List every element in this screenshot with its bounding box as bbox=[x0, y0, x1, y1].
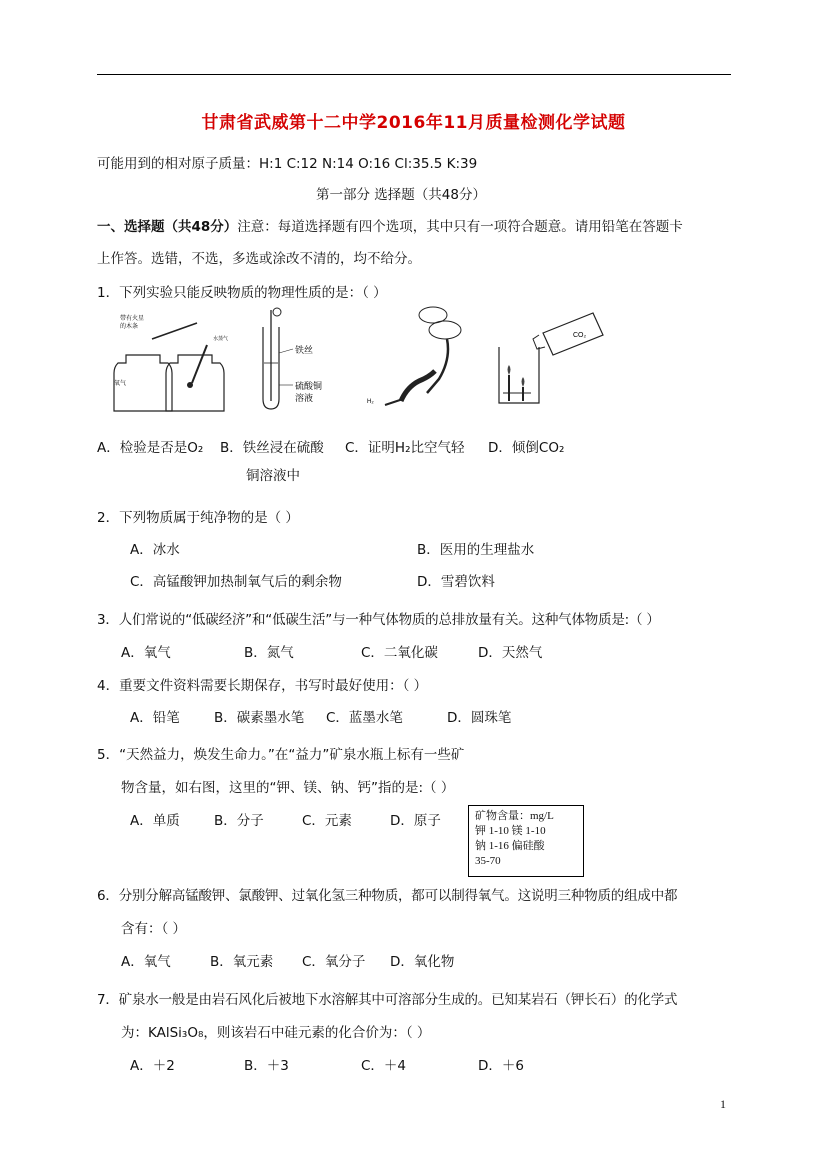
q7-option-d: D．＋6 bbox=[478, 1058, 524, 1074]
q4-option-c: C．蓝墨水笔 bbox=[326, 710, 403, 726]
q4-option-d: D．圆珠笔 bbox=[447, 710, 512, 726]
section-heading: 一、选择题（共48分） bbox=[97, 219, 238, 235]
section-instruction-line2: 上作答。选错，不选，多选或涂改不清的，均不给分。 bbox=[97, 251, 421, 267]
q6-stem-line2: 含有：（ ） bbox=[121, 921, 187, 937]
q2-option-a: A．冰水 bbox=[130, 542, 180, 558]
q6-option-a: A．氧气 bbox=[121, 954, 171, 970]
q5-option-d: D．原子 bbox=[390, 813, 441, 829]
q6-option-d: D．氧化物 bbox=[390, 954, 455, 970]
q1-figure-a bbox=[112, 305, 232, 415]
q7-stem-line2: 为：KAlSi₃O₈，则该岩石中硅元素的化合价为：（ ） bbox=[121, 1025, 431, 1041]
q3-stem: 3．人们常说的“低碳经济”和“低碳生活”与一种气体物质的总排放量有关。这种气体物质是:（ ） bbox=[97, 612, 660, 628]
fig-d-label-co2: CO₂ bbox=[573, 332, 587, 339]
part-heading: 第一部分 选择题（共48分） bbox=[316, 187, 486, 203]
fig-b-label-wire: 铁丝 bbox=[295, 345, 314, 355]
q1-figure-d bbox=[495, 305, 615, 415]
q1-option-b-cont: 铜溶液中 bbox=[246, 468, 300, 484]
header-rule bbox=[97, 74, 731, 75]
q1-option-d: D．倾倒CO₂ bbox=[488, 440, 565, 456]
q3-option-a: A．氧气 bbox=[121, 645, 171, 661]
q1-stem: 1．下列实验只能反映物质的物理性质的是：（ ） bbox=[97, 285, 387, 301]
q4-stem: 4．重要文件资料需要长期保存，书写时最好使用：（ ） bbox=[97, 678, 428, 694]
q2-option-c: C．高锰酸钾加热制氧气后的剩余物 bbox=[130, 574, 342, 590]
mineral-line2: 钾 1-10 镁 1-10 bbox=[475, 825, 546, 837]
q1-figure-c bbox=[365, 305, 475, 415]
burning-stick bbox=[192, 345, 207, 383]
q1-option-a: A．检验是否是O₂ bbox=[97, 440, 204, 456]
q1-figure-b bbox=[255, 305, 335, 415]
q6-stem-line1: 6．分别分解高锰酸钾、氯酸钾、过氧化氢三种物质，都可以制得氧气。这说明三种物质的组成中都 bbox=[97, 888, 678, 904]
q3-option-b: B．氮气 bbox=[244, 645, 294, 661]
fig-c-label-h2: H₂ bbox=[367, 399, 374, 405]
q5-option-c: C．元素 bbox=[302, 813, 352, 829]
bottle-right bbox=[166, 355, 224, 411]
q2-option-d: D．雪碧饮料 bbox=[417, 574, 495, 590]
fig-a-label-top2: 的木条 bbox=[120, 324, 139, 330]
q5-option-b: B．分子 bbox=[214, 813, 264, 829]
mineral-line3: 钠 1-16 偏硅酸 bbox=[475, 840, 545, 852]
splint bbox=[152, 323, 197, 339]
q7-option-a: A．＋2 bbox=[130, 1058, 175, 1074]
fig-a-label-side: 氧气 bbox=[114, 381, 127, 387]
fig-a-label-right: 水蒸气 bbox=[213, 336, 229, 342]
page-title: 甘肃省武威第十二中学2016年11月质量检测化学试题 bbox=[201, 113, 626, 133]
q7-stem-line1: 7．矿泉水一般是由岩石风化后被地下水溶解其中可溶部分生成的。已知某岩石（钾长石）的化学式 bbox=[97, 992, 678, 1008]
q4-option-a: A．铅笔 bbox=[130, 710, 180, 726]
atomic-masses: 可能用到的相对原子质量：H:1 C:12 N:14 O:16 Cl:35.5 K:39 bbox=[97, 156, 478, 172]
fig-b-label-sol2: 溶液 bbox=[295, 393, 314, 403]
fig-b-label-sol1: 硫酸铜 bbox=[295, 381, 323, 391]
mineral-content-box bbox=[468, 805, 584, 877]
beaker bbox=[499, 347, 539, 403]
q7-option-c: C．＋4 bbox=[361, 1058, 407, 1074]
q5-stem-line1: 5．“天然益力，焕发生命力。”在“益力”矿泉水瓶上标有一些矿 bbox=[97, 747, 465, 763]
q6-option-c: C．氧分子 bbox=[302, 954, 366, 970]
page-number: 1 bbox=[720, 1097, 726, 1111]
bubble-2 bbox=[429, 321, 461, 339]
q1-option-c: C．证明H₂比空气轻 bbox=[345, 440, 465, 456]
instruction-text: 注意：每道选择题有四个选项，其中只有一项符合题意。请用铅笔在答题卡 bbox=[237, 219, 683, 235]
q3-option-d: D．天然气 bbox=[478, 645, 543, 661]
q2-stem: 2．下列物质属于纯净物的是（ ） bbox=[97, 510, 299, 526]
section-instruction-line1 bbox=[97, 215, 683, 235]
q5-stem-line2: 物含量，如右图，这里的“钾、镁、钠、钙”指的是:（ ） bbox=[121, 780, 455, 796]
q4-option-b: B．碳素墨水笔 bbox=[214, 710, 305, 726]
q1-option-b: B．铁丝浸在硫酸 bbox=[220, 440, 324, 456]
mineral-line4: 35-70 bbox=[475, 855, 501, 867]
q6-option-b: B．氧元素 bbox=[210, 954, 274, 970]
q2-option-b: B．医用的生理盐水 bbox=[417, 542, 535, 558]
mineral-line1: 矿物含量：mg/L bbox=[475, 810, 554, 822]
fig-a-label-top: 带有火星 bbox=[120, 316, 145, 322]
q7-option-b: B．＋3 bbox=[244, 1058, 289, 1074]
q3-option-c: C．二氧化碳 bbox=[361, 645, 438, 661]
q5-option-a: A．单质 bbox=[130, 813, 180, 829]
